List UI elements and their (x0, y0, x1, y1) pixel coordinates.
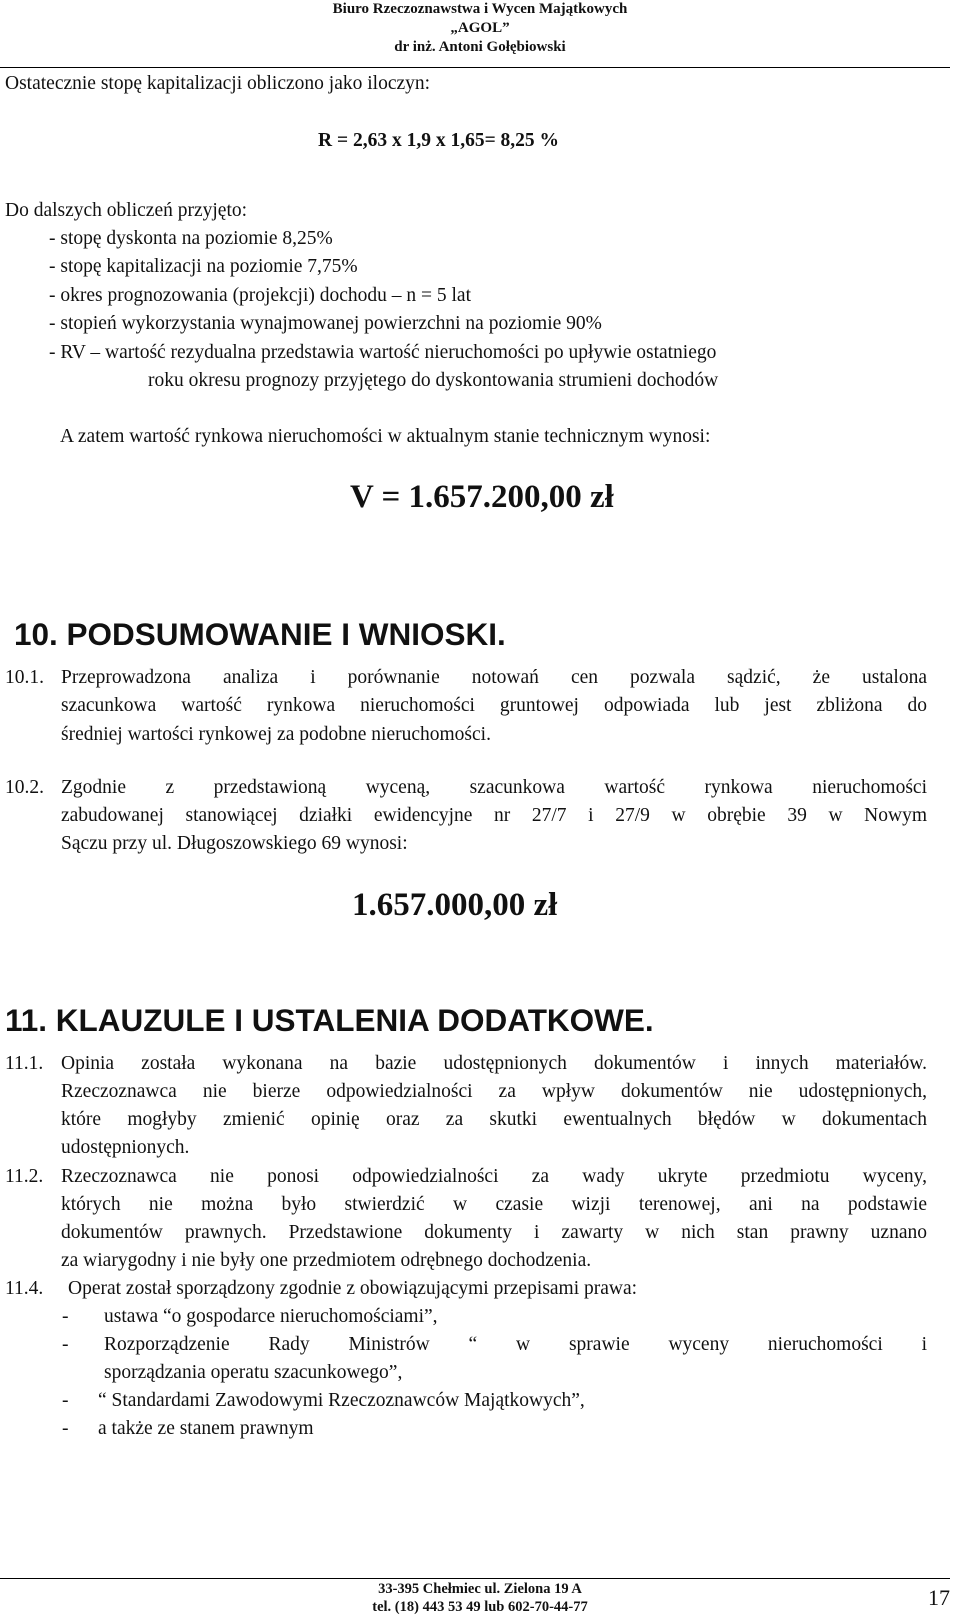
para-11-2-line: dokumentów prawnych. Przedstawione dokumenty i zawarty w nich stan prawny uznano (61, 1222, 927, 1243)
header-rule (0, 67, 950, 68)
para-11-1-line: Opinia została wykonana na bazie udostępnionych dokumentów i innych materiałów. (61, 1053, 927, 1074)
letterhead-line-2: „AGOL” (450, 20, 510, 36)
section-11-title: 11. KLAUZULE I USTALENIA DODATKOWE. (5, 1002, 654, 1038)
letterhead (280, 0, 680, 57)
para-11-2-line: których nie można było stwierdzić w czasie wizji terenowej, ani na podstawie (61, 1194, 927, 1215)
para-11-1-number: 11.1. (5, 1053, 44, 1074)
law-list-item-continuation: sporządzania operatu szacunkowego”, (104, 1362, 403, 1383)
law-list-dash: - (62, 1418, 69, 1439)
para-10-1-line: średniej wartości rynkowej za podobne nieruchomości. (61, 724, 491, 745)
market-value: V = 1.657.200,00 zł (350, 479, 614, 515)
page-number: 17 (928, 1585, 950, 1610)
letterhead-line-3: dr inż. Antoni Gołębiowski (394, 39, 566, 55)
assumptions-heading: Do dalszych obliczeń przyjęto: (5, 200, 248, 221)
para-10-2-line: zabudowanej stanowiącej działki ewidencyjne nr 27/7 i 27/9 w obrębie 39 w Nowym (61, 805, 927, 826)
formula: R = 2,63 x 1,9 x 1,65= 8,25 % (318, 130, 560, 151)
para-11-4-intro: Operat został sporządzony zgodnie z obowiązującymi przepisami prawa: (68, 1278, 638, 1299)
law-list-dash: - (62, 1306, 69, 1327)
footer-phone: tel. (18) 443 53 49 lub 602-70-44-77 (372, 1599, 588, 1615)
conclusion-text: A zatem wartość rynkowa nieruchomości w aktualnym stanie technicznym wynosi: (60, 426, 711, 447)
assumption-item: - stopę kapitalizacji na poziomie 7,75% (49, 256, 358, 277)
para-10-2-number: 10.2. (5, 777, 44, 798)
footer-rule (0, 1578, 950, 1579)
para-10-1-line: Przeprowadzona analiza i porównanie notowań cen pozwala sądzić, że ustalona (61, 667, 927, 688)
law-list-item: Rozporządzenie Rady Ministrów “ w sprawie wyceny nieruchomości i (104, 1334, 927, 1355)
law-list-dash: - (62, 1390, 69, 1411)
letterhead-line-1: Biuro Rzeczoznawstwa i Wycen Majątkowych (332, 1, 628, 17)
para-10-2-line: Zgodnie z przedstawioną wyceną, szacunkowa wartość rynkowa nieruchomości (61, 777, 927, 798)
para-11-4-number: 11.4. (5, 1278, 44, 1299)
para-10-1-number: 10.1. (5, 667, 44, 688)
assumption-item: - RV – wartość rezydualna przedstawia wartość nieruchomości po upływie ostatniego (49, 342, 717, 363)
para-11-2-line: za wiarygodny i nie były one przedmiotem odrębnego dochodzenia. (61, 1250, 592, 1271)
assumption-item-continuation: roku okresu prognozy przyjętego do dyskontowania strumieni dochodów (148, 370, 719, 391)
intro-text: Ostatecznie stopę kapitalizacji obliczono jako iloczyn: (5, 73, 431, 94)
para-11-2-number: 11.2. (5, 1166, 44, 1187)
assumption-item: - okres prognozowania (projekcji) dochodu – n = 5 lat (49, 285, 472, 306)
law-list-item: a także ze stanem prawnym (98, 1418, 314, 1439)
para-10-1-line: szacunkowa wartość rynkowa nieruchomości gruntowej odpowiada lub jest zbliżona do (61, 695, 927, 716)
assumption-item: - stopień wykorzystania wynajmowanej powierzchni na poziomie 90% (49, 313, 602, 334)
assumption-item: - stopę dyskonta na poziomie 8,25% (49, 228, 333, 249)
para-11-1-line: udostępnionych. (61, 1137, 190, 1158)
footer-contact (280, 1580, 680, 1616)
para-11-1-line: które mogłyby zmienić opinię oraz za skutki ewentualnych błędów w dokumentach (61, 1109, 927, 1130)
footer-address: 33-395 Chełmiec ul. Zielona 19 A (378, 1581, 582, 1597)
final-value: 1.657.000,00 zł (352, 887, 558, 923)
para-10-2-line: Sączu przy ul. Długoszowskiego 69 wynosi: (61, 833, 408, 854)
section-10-title: 10. PODSUMOWANIE I WNIOSKI. (14, 616, 506, 652)
law-list-dash: - (62, 1334, 69, 1355)
para-11-1-line: Rzeczoznawca nie bierze odpowiedzialności za wpływ dokumentów nie udostępnionych, (61, 1081, 927, 1102)
law-list-item: ustawa “o gospodarce nieruchomościami”, (104, 1306, 438, 1327)
law-list-item: “ Standardami Zawodowymi Rzeczoznawców Majątkowych”, (98, 1390, 585, 1411)
para-11-2-line: Rzeczoznawca nie ponosi odpowiedzialności za wady ukryte przedmiotu wyceny, (61, 1166, 927, 1187)
